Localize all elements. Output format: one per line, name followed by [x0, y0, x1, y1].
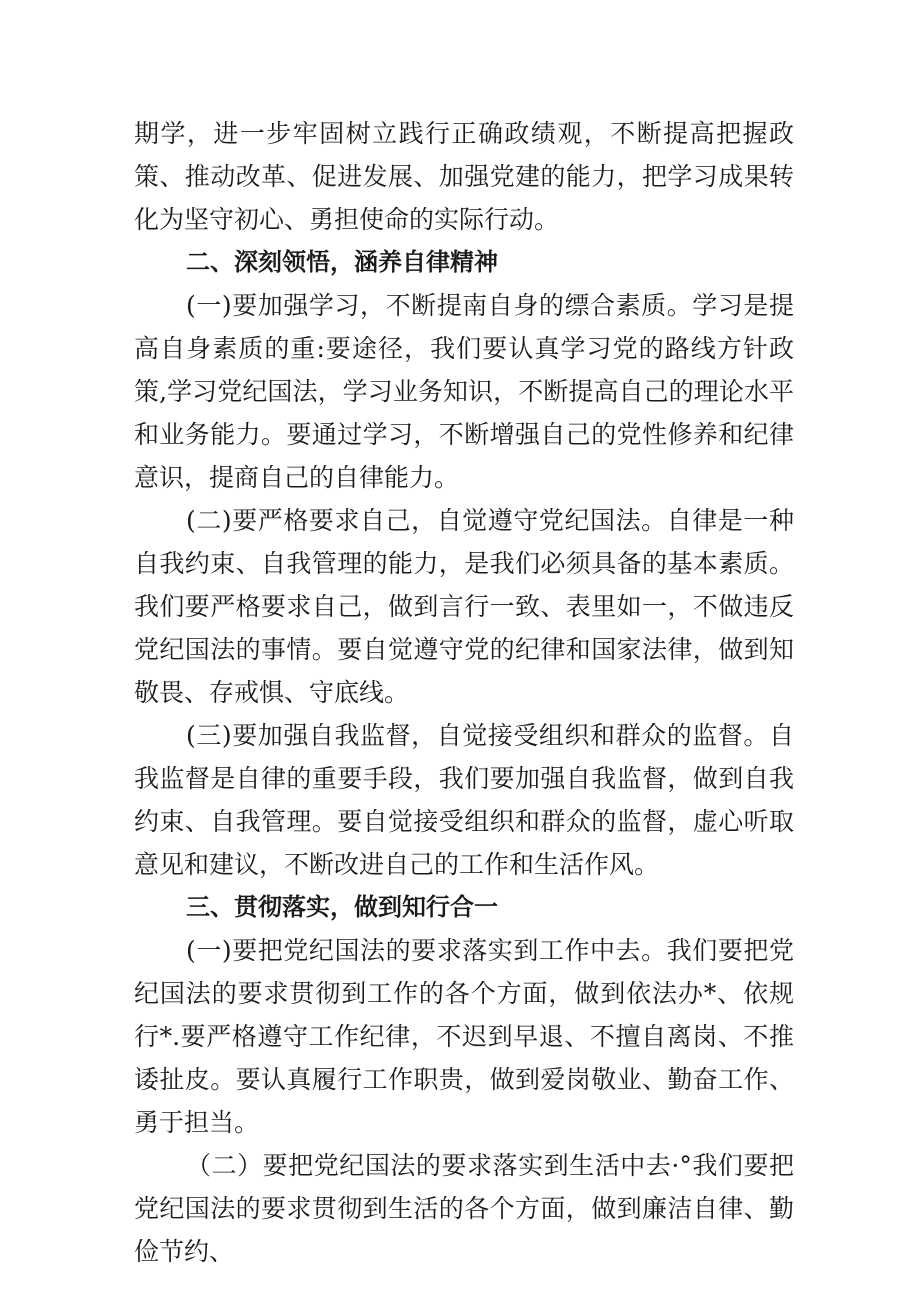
- paragraph-2-1: (一)要加强学习，不断提南自身的缥合素质。学习是提高自身素质的重:要途径，我们要认真学习党的路线方针政策,学习党纪国法，学习业务知识，不断提高自己的理论水平和业务能力。要通过学习，不断增强自己的党性修养和纪律意识，提商自己的自律能力。: [134, 291, 794, 492]
- paragraph-2-3: (三)要加强自我监督，自觉接受组织和群众的监督。自我监督是自律的重要手段，我们要加强自我监督，做到自我约束、自我管理。要自觉接受组织和群众的监督，虚心听取意见和建议，不断改进自己的工作和生活作风。: [134, 721, 794, 879]
- section-heading-2: 二、深刻领悟，涵养自律精神: [186, 248, 498, 276]
- paragraph-continuation: 期学，进一步牢固树立践行正确政绩观，不断提高把握政策、推动改革、促进发展、加强党建的能力，把学习成果转化为坚守初心、勇担使命的实际行动。: [134, 119, 794, 234]
- paragraph-3-1: (一)要把党纪国法的要求落实到工作中去。我们要把党纪国法的要求贯彻到工作的各个方面，做到依法办*、依规行*.要严格遵守工作纪律，不迟到早退、不擅自离岗、不推诿扯皮。要认真履行工作职贵，做到爱岗敬业、勤奋工作、勇于担当。: [134, 936, 794, 1137]
- document-body: [134, 112, 794, 1273]
- paragraph-2-2: (二)要严格要求自己，自觉遵守党纪国法。自律是一种自我约束、自我管理的能力，是我们必须具备的基本素质。我们要严格要求自己，做到言行一致、表里如一，不做违反党纪国法的事情。要自觉遵守党的纪律和国家法律，做到知敬畏、存戒惧、守底线。: [134, 506, 794, 707]
- paragraph-3-2: （二）要把党纪国法的要求落实到生活中去·°我们要把党纪国法的要求贯彻到生活的各个方面，做到廉洁自律、勤俭节约、: [134, 1151, 794, 1266]
- section-heading-3: 三、贯彻落实，做到知行合一: [186, 893, 498, 921]
